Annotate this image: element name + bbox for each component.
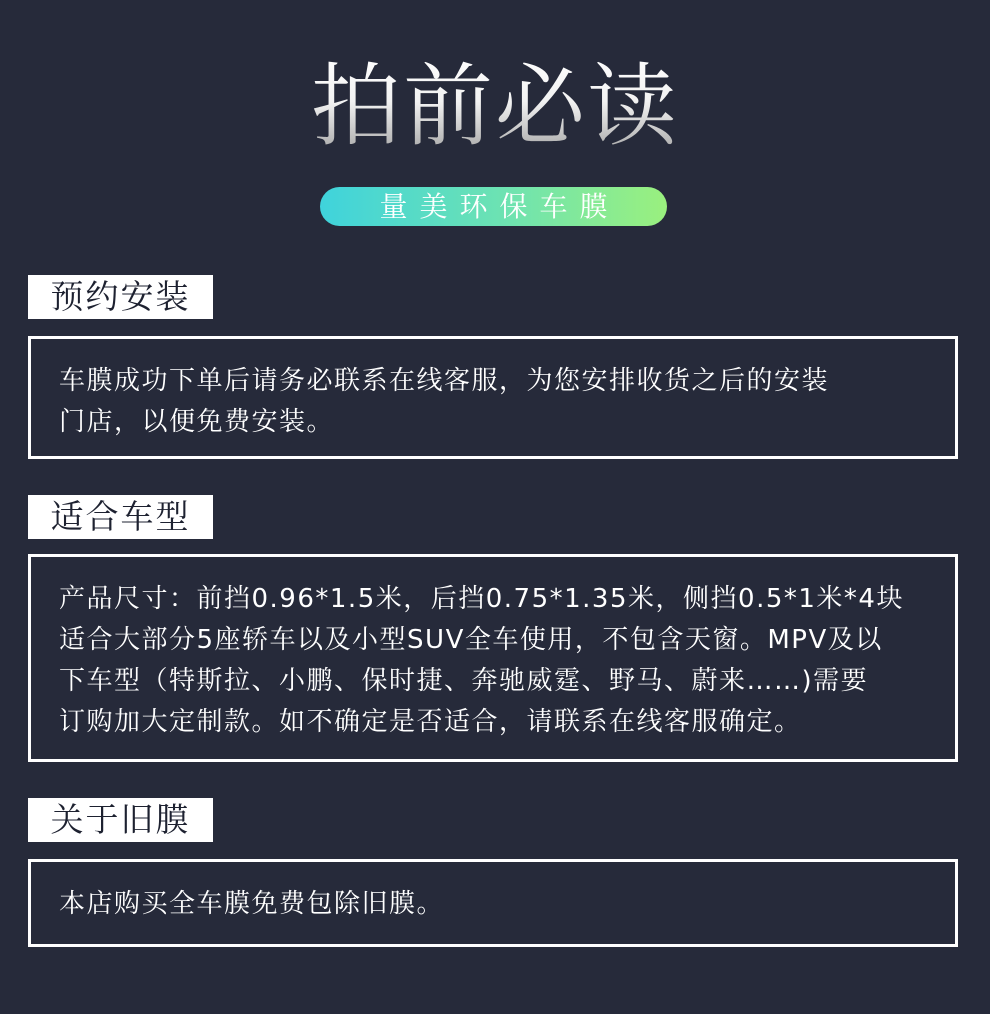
section-label-installation: 预约安装 xyxy=(28,275,213,319)
brand-pill: 量美环保车膜 xyxy=(320,187,667,226)
page-title: 拍前必读 xyxy=(0,52,990,162)
section-text-vehicle-fit: 产品尺寸：前挡0.96*1.5米，后挡0.75*1.35米，侧挡0.5*1米*4块 适合大部分5座轿车以及小型SUV全车使用，不包含天窗。MPV及以 下车型（特斯拉、小鹏、保时捷、奔驰威霆、野马、蔚来……)需要 订购加大定制款。如不确定是否适合，请联系在线客服确定。 xyxy=(59,584,904,737)
section-box-old-film xyxy=(28,859,958,947)
section-box-installation xyxy=(28,336,958,459)
section-text-old-film: 本店购买全车膜免费包除旧膜。 xyxy=(59,889,445,919)
section-label-old-film: 关于旧膜 xyxy=(28,798,213,842)
section-box-vehicle-fit xyxy=(28,554,958,762)
section-text-installation: 车膜成功下单后请务必联系在线客服，为您安排收货之后的安装 门店，以便免费安装。 xyxy=(59,366,830,437)
section-label-vehicle-fit: 适合车型 xyxy=(28,495,213,539)
